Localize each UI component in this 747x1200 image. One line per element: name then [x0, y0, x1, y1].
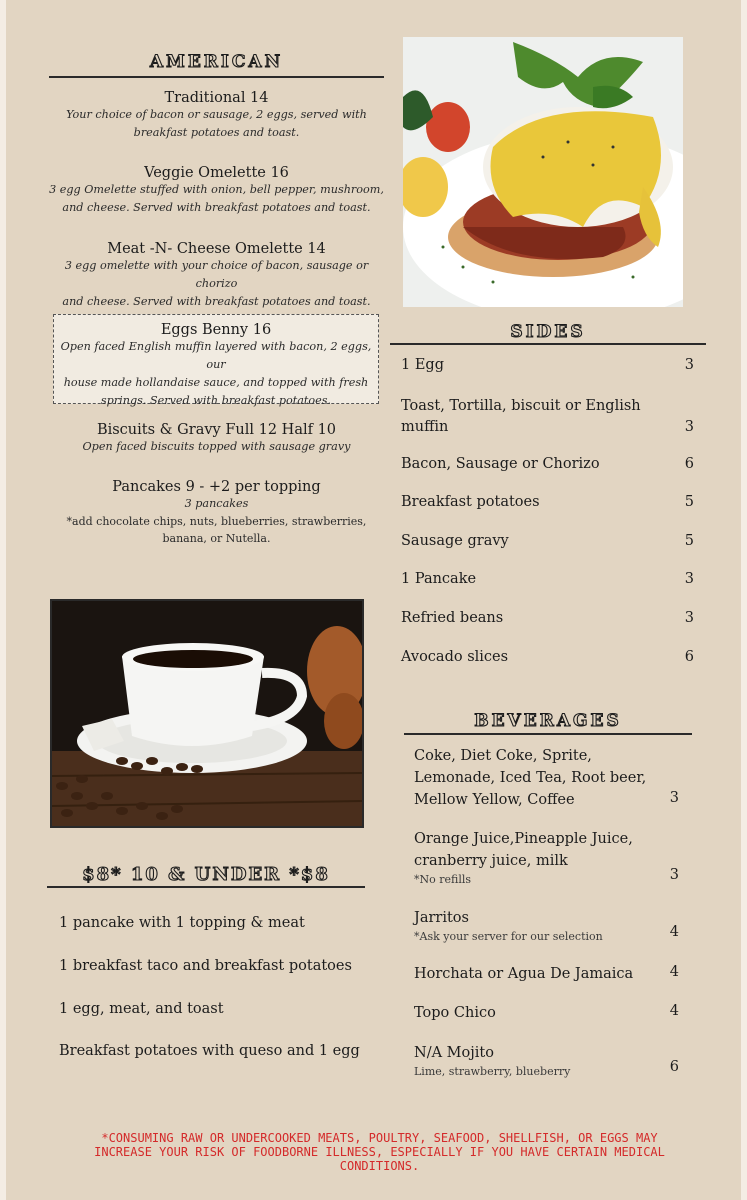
- side-item: [401, 649, 696, 665]
- beverage-item: [414, 1002, 679, 1024]
- american-rule: [49, 76, 384, 78]
- item-desc: Open faced English muffin layered with bacon, 2 eggs, our: [60, 340, 372, 371]
- under-item: 1 egg, meat, and toast: [59, 1001, 224, 1017]
- item-name: Pancakes 9 - +2 per topping: [112, 479, 321, 495]
- beverage-note: *No refills: [414, 873, 472, 886]
- item-desc: and cheese. Served with breakfast potatoes and toast.: [62, 201, 371, 214]
- side-item: [401, 357, 696, 373]
- side-name: Toast, Tortilla, biscuit or English: [401, 398, 641, 414]
- beverage-price: 6: [669, 1059, 679, 1075]
- item-note: banana, or Nutella.: [162, 532, 271, 545]
- item-name: Eggs Benny 16: [160, 322, 272, 338]
- beverage-name: Jarritos: [414, 910, 469, 926]
- beverage-price: 3: [669, 790, 679, 806]
- side-item: [401, 533, 696, 549]
- side-name: Refried beans: [401, 610, 504, 626]
- beverage-price: 4: [669, 924, 679, 940]
- beverage-item: [414, 1042, 679, 1080]
- beverage-name: N/A Mojito: [414, 1045, 494, 1061]
- american-heading: AMERICAN: [149, 52, 284, 72]
- menu-item-biscuits-gravy: [49, 422, 384, 456]
- side-name: Avocado slices: [401, 649, 509, 665]
- side-price: 3: [684, 357, 694, 373]
- item-name: Veggie Omelette 16: [144, 165, 289, 181]
- side-price: 6: [684, 649, 694, 665]
- eggs-benedict-photo: [403, 37, 683, 307]
- item-name: Biscuits & Gravy Full 12 Half 10: [96, 422, 337, 438]
- under-item: 1 breakfast taco and breakfast potatoes: [59, 958, 352, 974]
- item-desc: Open faced biscuits topped with sausage gravy: [82, 440, 351, 453]
- featured-item-box: [53, 314, 379, 407]
- disclaimer-line: *CONSUMING RAW OR UNDERCOOKED MEATS, POULTRY, SEAFOOD, SHELLFISH, OR EGGS MAY: [101, 1131, 658, 1145]
- under-rule: [47, 886, 365, 888]
- beverage-name: Mellow Yellow, Coffee: [414, 792, 575, 808]
- sides-rule: [390, 343, 706, 345]
- menu-item-veggie-omelette: [49, 165, 384, 217]
- side-price: 5: [684, 533, 694, 549]
- item-note: *add chocolate chips, nuts, blueberries, strawberries,: [66, 515, 367, 528]
- item-name: Traditional 14: [164, 90, 269, 106]
- beverage-name: cranberry juice, milk: [414, 853, 568, 869]
- item-desc: house made hollandaise sauce, and topped with fresh: [63, 376, 369, 389]
- disclaimer-line: INCREASE YOUR RISK OF FOODBORNE ILLNESS, ESPECIALLY IF YOU HAVE CERTAIN MEDICAL: [94, 1145, 665, 1159]
- beverage-note: *Ask your server for our selection: [414, 930, 603, 943]
- coffee-photo: [50, 599, 364, 828]
- side-name: 1 Egg: [401, 357, 444, 373]
- side-item: [401, 494, 696, 510]
- item-name: Meat -N- Cheese Omelette 14: [107, 241, 326, 257]
- under-item: 1 pancake with 1 topping & meat: [59, 915, 305, 931]
- beverage-item: [414, 828, 679, 888]
- foodborne-illness-disclaimer: [26, 1131, 733, 1173]
- beverage-item: [414, 745, 679, 811]
- beverage-item: [414, 907, 679, 945]
- beverage-item: [414, 963, 679, 985]
- disclaimer-line: CONDITIONS.: [339, 1159, 420, 1173]
- beverage-name: Coke, Diet Coke, Sprite,: [414, 748, 592, 764]
- item-desc: 3 egg omelette with your choice of bacon, sausage or chorizo: [64, 259, 369, 290]
- eggs-benedict-image: [403, 37, 683, 307]
- side-item: [401, 456, 696, 472]
- item-desc: springs. Served with breakfast potatoes.: [100, 394, 332, 407]
- menu-item-traditional: [49, 90, 384, 142]
- side-price: 5: [684, 494, 694, 510]
- coffee-image: [52, 601, 362, 826]
- side-name: 1 Pancake: [401, 571, 477, 587]
- under-item: Breakfast potatoes with queso and 1 egg: [59, 1043, 360, 1059]
- side-price: 6: [684, 456, 694, 472]
- beverages-heading: BEVERAGES: [474, 711, 622, 731]
- sides-heading: SIDES: [510, 322, 586, 342]
- side-price: 3: [684, 571, 694, 587]
- side-item: [401, 396, 696, 438]
- side-price: 3: [684, 610, 694, 626]
- beverage-name: Horchata or Agua De Jamaica: [414, 966, 634, 982]
- beverages-rule: [404, 733, 692, 735]
- side-price: 3: [684, 419, 694, 435]
- beverage-note: Lime, strawberry, blueberry: [414, 1065, 571, 1078]
- side-name: Bacon, Sausage or Chorizo: [401, 456, 600, 472]
- under-heading: $8* 10 & UNDER *$8: [82, 864, 330, 885]
- side-name: Breakfast potatoes: [401, 494, 540, 510]
- beverage-price: 3: [669, 867, 679, 883]
- item-desc: 3 pancakes: [184, 497, 249, 510]
- beverage-name: Orange Juice,Pineapple Juice,: [414, 831, 633, 847]
- item-desc: breakfast potatoes and toast.: [133, 126, 300, 139]
- beverage-price: 4: [669, 964, 679, 980]
- side-name-cont: muffin: [401, 419, 449, 435]
- side-name: Sausage gravy: [401, 533, 509, 549]
- item-desc: Your choice of bacon or sausage, 2 eggs, served with: [66, 108, 367, 121]
- menu-item-pancakes: [49, 479, 384, 547]
- item-desc: and cheese. Served with breakfast potatoes and toast.: [62, 295, 371, 308]
- beverage-price: 4: [669, 1003, 679, 1019]
- beverage-name: Lemonade, Iced Tea, Root beer,: [414, 770, 647, 786]
- side-item: [401, 571, 696, 587]
- item-desc: 3 egg Omelette stuffed with onion, bell pepper, mushroom,: [49, 183, 384, 196]
- menu-item-meat-cheese-omelette: [49, 241, 384, 311]
- side-item: [401, 610, 696, 626]
- beverage-name: Topo Chico: [414, 1005, 496, 1021]
